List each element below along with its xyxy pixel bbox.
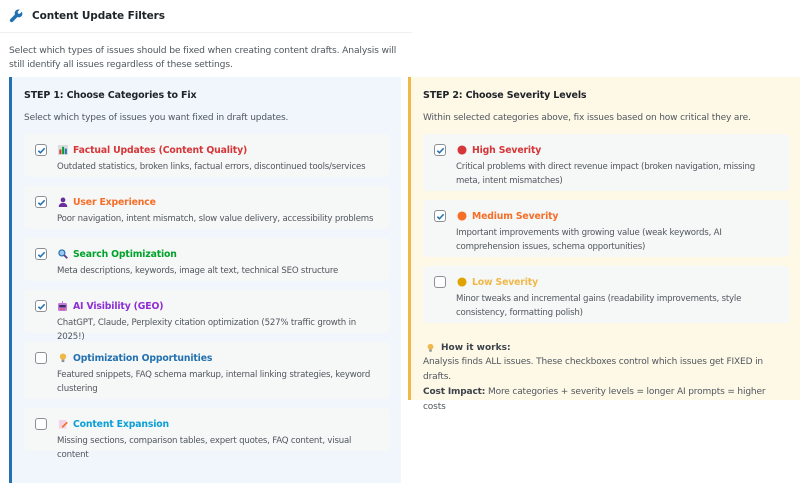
factual-updates-desc: Outdated statistics, broken links, factual errors, discontinued tools/services	[57, 162, 366, 172]
factual-updates-checkbox[interactable]	[35, 144, 47, 156]
category-option-ai-visibility[interactable]	[24, 290, 390, 342]
cost-impact-label: Cost Impact:	[423, 387, 486, 397]
step1-subtitle: Select which types of issues you want fixed in draft updates.	[24, 113, 289, 123]
search-optimization-checkbox[interactable]	[35, 248, 47, 260]
search-optimization-label: Search Optimization	[73, 248, 177, 260]
optimization-opportunities-label: Optimization Opportunities	[73, 352, 213, 364]
category-option-user-experience[interactable]	[24, 186, 390, 229]
intro-text: Select which types of issues should be fixed when creating content drafts. Analysis will still identify all issues regardless of these settings.	[9, 45, 397, 70]
lightbulb-icon	[426, 343, 435, 353]
user-experience-label: User Experience	[73, 196, 156, 208]
how-it-works-title: How it works:	[441, 343, 511, 353]
category-option-optimization-opportunities[interactable]	[24, 342, 390, 399]
ai-visibility-desc: ChatGPT, Claude, Perplexity citation optimization (527% traffic growth in 2025!)	[57, 318, 357, 342]
step1-panel	[9, 77, 401, 483]
medium-severity-label: Medium Severity	[472, 210, 559, 222]
step2-title: STEP 2: Choose Severity Levels	[423, 90, 587, 101]
medium-severity-desc: Important improvements with growing value (weak keywords, AI comprehension issues, schema opportunities)	[456, 228, 722, 252]
bar-chart-icon	[57, 145, 68, 156]
severity-option-high[interactable]	[423, 134, 789, 191]
lightbulb-icon	[57, 353, 68, 364]
panel-title: Content Update Filters	[32, 10, 165, 22]
step1-title: STEP 1: Choose Categories to Fix	[24, 90, 197, 101]
factual-updates-label: Factual Updates (Content Quality)	[73, 144, 248, 156]
red-circle-icon	[456, 145, 467, 156]
low-severity-checkbox[interactable]	[434, 276, 446, 288]
user-icon	[57, 197, 68, 208]
magnifier-icon	[57, 249, 68, 260]
low-severity-desc: Minor tweaks and incremental gains (readability improvements, style consistency, formatting polish)	[456, 294, 742, 318]
category-option-search-optimization[interactable]	[24, 238, 390, 281]
content-expansion-checkbox[interactable]	[35, 418, 47, 430]
panel-header	[0, 0, 412, 33]
content-expansion-desc: Missing sections, comparison tables, expert quotes, FAQ content, visual content	[57, 436, 352, 460]
severity-list	[423, 134, 789, 323]
user-experience-desc: Poor navigation, intent mismatch, slow value delivery, accessibility problems	[57, 214, 374, 224]
robot-icon	[57, 301, 68, 312]
user-experience-checkbox[interactable]	[35, 196, 47, 208]
orange-circle-icon	[456, 211, 467, 222]
step2-panel	[408, 77, 800, 412]
category-option-factual-updates[interactable]	[24, 134, 390, 177]
category-option-content-expansion[interactable]	[24, 408, 390, 460]
content-expansion-label: Content Expansion	[73, 418, 169, 430]
how-it-works-box	[423, 341, 789, 415]
how-it-works-text: Analysis finds ALL issues. These checkboxes control which issues get FIXED in drafts.	[423, 357, 763, 382]
medium-severity-checkbox[interactable]	[434, 210, 446, 222]
search-optimization-desc: Meta descriptions, keywords, image alt text, technical SEO structure	[57, 266, 339, 276]
low-severity-label: Low Severity	[472, 276, 538, 288]
high-severity-checkbox[interactable]	[434, 144, 446, 156]
ai-visibility-label: AI Visibility (GEO)	[73, 300, 164, 312]
yellow-circle-icon	[456, 277, 467, 288]
step2-subtitle: Within selected categories above, fix issues based on how critical they are.	[423, 113, 751, 123]
high-severity-label: High Severity	[472, 144, 542, 156]
category-list	[24, 134, 390, 460]
cost-impact-value: More categories + severity levels = longer AI prompts = higher costs	[423, 387, 766, 412]
optimization-opportunities-desc: Featured snippets, FAQ schema markup, internal linking strategies, keyword clustering	[57, 370, 371, 394]
ai-visibility-checkbox[interactable]	[35, 300, 47, 312]
severity-option-medium[interactable]	[423, 200, 789, 257]
high-severity-desc: Critical problems with direct revenue impact (broken navigation, missing meta, intent mismatches)	[456, 162, 756, 186]
severity-option-low[interactable]	[423, 266, 789, 323]
optimization-opportunities-checkbox[interactable]	[35, 352, 47, 364]
memo-icon	[57, 419, 68, 430]
cost-impact-text	[423, 385, 789, 415]
wrench-icon	[9, 9, 23, 23]
